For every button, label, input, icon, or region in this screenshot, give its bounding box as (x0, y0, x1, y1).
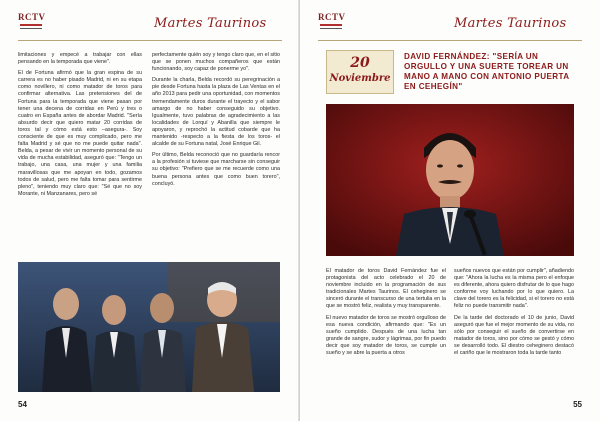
right-header (318, 10, 582, 40)
series-title: Martes Taurinos (454, 16, 567, 31)
page-number-left: 54 (18, 400, 27, 409)
paragraph: sueños nuevos que están por cumplir", añadiendo que: "Ahora la lucha es la misma pero el enfoque es diferente, ahora quiero disfrutar de lo que hago conforme voy luchando por lo que quiero. La clave del torero es la felicidad, si el torero no está feliz no puede transmitir nada". (454, 268, 574, 310)
date-day: 20 (350, 55, 370, 71)
paragraph: El nuevo matador de toros se mostró orgulloso de esa nueva condición, afirmando que: "Es un sueño cumplido. Después de una lucha tan grande de sangre, sudor y lágrimas, por fin puedo decir que soy matador de toros, se cumple un sueño y se abre la puerta a otros (326, 314, 446, 357)
paragraph: perfectamente quién soy y tengo claro que, en el sitio que se ponen muchos compañeros que están funcionando, soy capaz de ponerme yo". (152, 52, 280, 73)
logo (318, 10, 350, 36)
group-photo (18, 262, 280, 392)
page-number-right: 55 (573, 400, 582, 409)
date-month: Noviembre (329, 73, 391, 84)
logo-text: RCTV (318, 12, 346, 22)
right-column-2 (454, 268, 574, 361)
right-column-1 (326, 268, 446, 361)
paragraph: De la tarde del doctorado el 10 de junio, David aseguró que fue el mejor momento de su vida, no sólo por conseguir el sueño de convertirse en matador de toros, sino por cómo se gestó y cómo se desarrolló todo. El diestro ceheginero destacó el cariño que le mostraron toda la tarde tanto (454, 314, 574, 357)
paragraph: Durante la charla, Belda recordó su peregrinación a pie desde Fortuna hasta la plaza de Las Ventas en el año 2013 para pedir una oportunidad, con momentos tremendamente duros durante el trayecto y el sabor amargo de no haber conseguido su objetivo. Igualmente, tuvo palabras de agradecimiento a las localidades de Lorquí y Abanilla que siempre le apoyaron, y reprochó la actitud cobarde que ha mantenido -respecto a la fiesta de los toros- el alcalde de su Fortuna natal, José Enrique Gil. (152, 77, 280, 148)
logo (18, 10, 50, 36)
portrait-photo (326, 104, 574, 256)
paragraph: Por último, Belda reconoció que no guardaría rencor a la profesión si tuviese que marcharse sin conseguir su objetivo: "Prefiero que se me recuerde como una buena persona antes que como buen torero", concluyó. (152, 152, 280, 187)
series-title: Martes Taurinos (154, 16, 267, 31)
header-rule (318, 40, 582, 41)
right-page (300, 0, 600, 421)
article-headline: DAVID FERNÁNDEZ: "SERÍA UN ORGULLO Y UNA SUERTE TOREAR UN MANO A MANO CON ANTONIO PUERTA EN CEHEGÍN" (404, 52, 570, 91)
left-header (18, 10, 282, 40)
portrait-photo-image (326, 104, 574, 256)
header-rule (18, 40, 282, 41)
paragraph: limitaciones y empecé a trabajar con ellas pensando en la temporada que viene". (18, 52, 142, 66)
paragraph: El de Fortuna afirmó que la gran espina de su carrera es no haber pisado Madrid, ni en su etapa como novillero, ni como matador de toros para confirmar alternativa. Las pretensiones del de Fortuna para la temporada que viene pasan por tener una decena de corridas en Perú y tres o cuatro en España antes de abordar Madrid. "Sería absurdo decir que quiero matar 20 corridas de toros tal y cómo está esto –asegura-. Soy consciente de que es muy complicado, pero me falta Madrid y sé que no me puede quitar nada". Belda, a pesar de vivir un momento personal de su vida de mucha estabilidad, aseguró que: "Tengo un trabajo, una casa, una mujer y una familia maravillosas que me apoyan en todo, gozamos todos de salud, pero me falta tomar para sentirme pleno", teniendo muy claro que: "Sé que no soy Morante, ni Manzanares, pero sé (18, 70, 142, 197)
logo-text: RCTV (18, 12, 46, 22)
left-column-2 (152, 52, 280, 192)
paragraph: El matador de toros David Fernández fue el protagonista del acto celebrado el 20 de noviembre incluido en la programación de sus tradicionales Martes Taurinos. El ceheginero se sinceró durante el transcurso de una tertulia en la que se mostró feliz, realista y muy transparente. (326, 268, 446, 310)
group-photo-image (18, 262, 280, 392)
left-column-1 (18, 52, 142, 202)
date-box (326, 50, 394, 94)
